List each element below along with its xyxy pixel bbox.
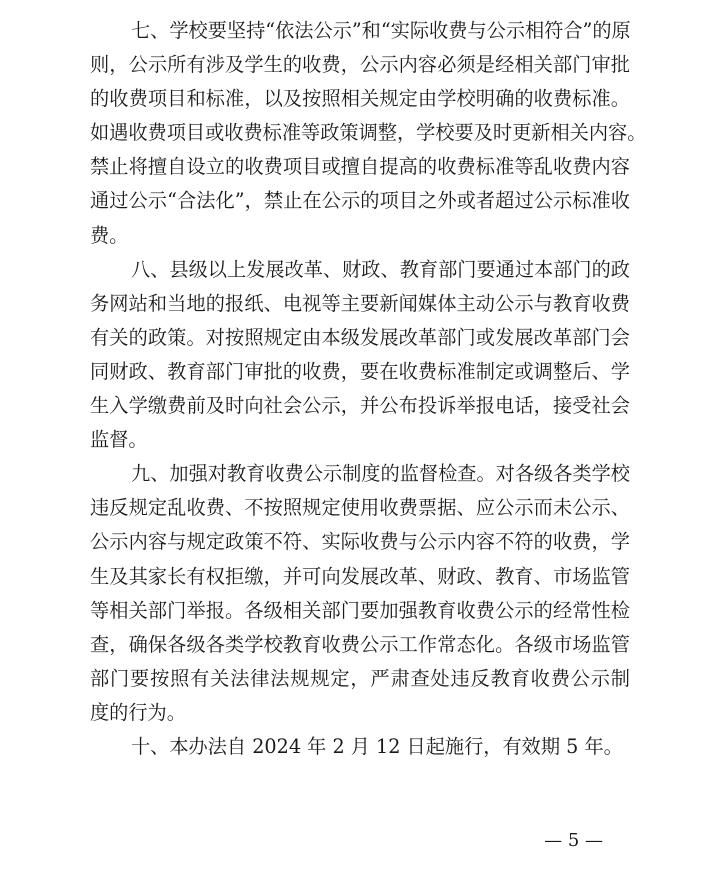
para-7-line: 禁止将擅自设立的收费项目或擅自提高的收费标准等乱收费内容	[90, 155, 630, 179]
para-8-line: 监督。	[90, 428, 148, 452]
body-text	[90, 14, 647, 764]
para-9-line: 度的行为。	[90, 700, 186, 724]
page-footer	[0, 826, 706, 856]
para-8-line: 八、县级以上发展改革、财政、教育部门要通过本部门的政	[131, 257, 630, 281]
para-7-line: 七、学校要坚持“依法公示”和“实际收费与公示相符合”的原	[131, 19, 631, 42]
para-7-line: 则，公示所有涉及学生的收费，公示内容必须是经相关部门审批	[90, 53, 630, 77]
para-7-line: 如遇收费项目或收费标准等政策调整，学校要及时更新相关内容。	[90, 121, 647, 145]
para-7-line: 费。	[90, 223, 129, 247]
para-10-line: 十、本办法自 2024 年 2 月 12 日起施行，有效期 5 年。	[131, 734, 623, 758]
para-9-line: 生及其家长有权拒缴，并可向发展改革、财政、教育、市场监管	[90, 564, 630, 588]
para-9-line: 违反规定乱收费、不按照规定使用收费票据、应公示而未公示、	[90, 496, 630, 520]
para-9-line: 查，确保各级各类学校教育收费公示工作常态化。各级市场监管	[90, 632, 630, 656]
para-9-line: 等相关部门举报。各级相关部门要加强教育收费公示的经常性检	[90, 598, 630, 622]
para-9-line: 公示内容与规定政策不符、实际收费与公示内容不符的收费，学	[90, 530, 630, 554]
para-8-line: 务网站和当地的报纸、电视等主要新闻媒体主动公示与教育收费	[90, 291, 630, 315]
page-number: — 5 —	[544, 830, 603, 851]
para-7-line: 通过公示“合法化”，禁止在公示的项目之外或者超过公示标准收	[90, 189, 630, 213]
para-7-line: 的收费项目和标准，以及按照相关规定由学校明确的收费标准。	[90, 87, 630, 111]
para-8-line: 同财政、教育部门审批的收费，要在收费标准制定或调整后、学	[90, 359, 630, 383]
para-8-line: 生入学缴费前及时向社会公示，并公布投诉举报电话，接受社会	[90, 394, 630, 418]
para-9-line: 部门要按照有关法律法规规定，严肃查处违反教育收费公示制	[90, 666, 630, 690]
para-9-line: 九、加强对教育收费公示制度的监督检查。对各级各类学校	[131, 462, 630, 486]
para-8-line: 有关的政策。对按照规定由本级发展改革部门或发展改革部门会	[90, 325, 630, 349]
